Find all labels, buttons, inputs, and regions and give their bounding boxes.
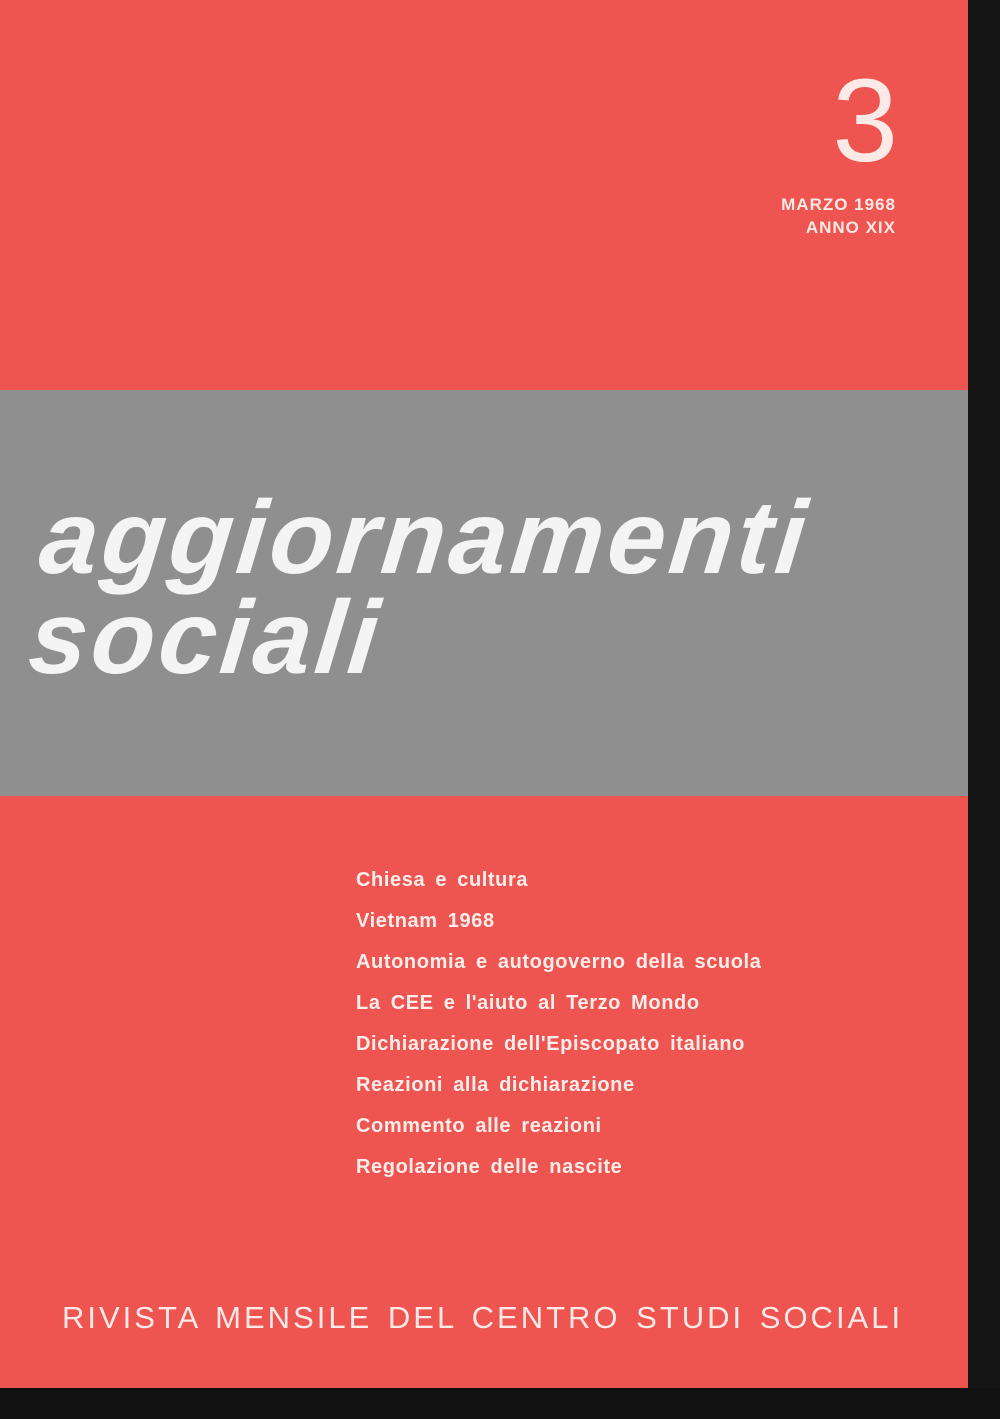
title-line-2: sociali xyxy=(24,580,389,696)
issue-date: MARZO 1968 xyxy=(781,195,896,214)
issue-year: ANNO XIX xyxy=(805,218,896,237)
contents-item: La CEE e l'aiuto al Terzo Mondo xyxy=(356,992,700,1014)
table-of-contents xyxy=(356,860,761,1188)
scan-edge-right xyxy=(968,0,1000,1419)
contents-item: Regolazione delle nascite xyxy=(356,1156,623,1178)
issue-meta xyxy=(781,193,896,239)
contents-item: Dichiarazione dell'Episcopato italiano xyxy=(356,1033,745,1055)
scan-edge-bottom xyxy=(0,1388,1000,1419)
contents-item: Commento alle reazioni xyxy=(356,1115,602,1137)
contents-item: Reazioni alla dichiarazione xyxy=(356,1074,635,1096)
contents-item: Chiesa e cultura xyxy=(356,869,529,891)
magazine-title xyxy=(24,480,816,696)
contents-item: Vietnam 1968 xyxy=(356,910,495,932)
title-line-1: aggiornamenti xyxy=(34,480,816,596)
publisher-tagline: RIVISTA MENSILE DEL CENTRO STUDI SOCIALI xyxy=(62,1300,904,1335)
contents-item: Autonomia e autogoverno della scuola xyxy=(356,951,762,973)
issue-number: 3 xyxy=(832,55,898,187)
